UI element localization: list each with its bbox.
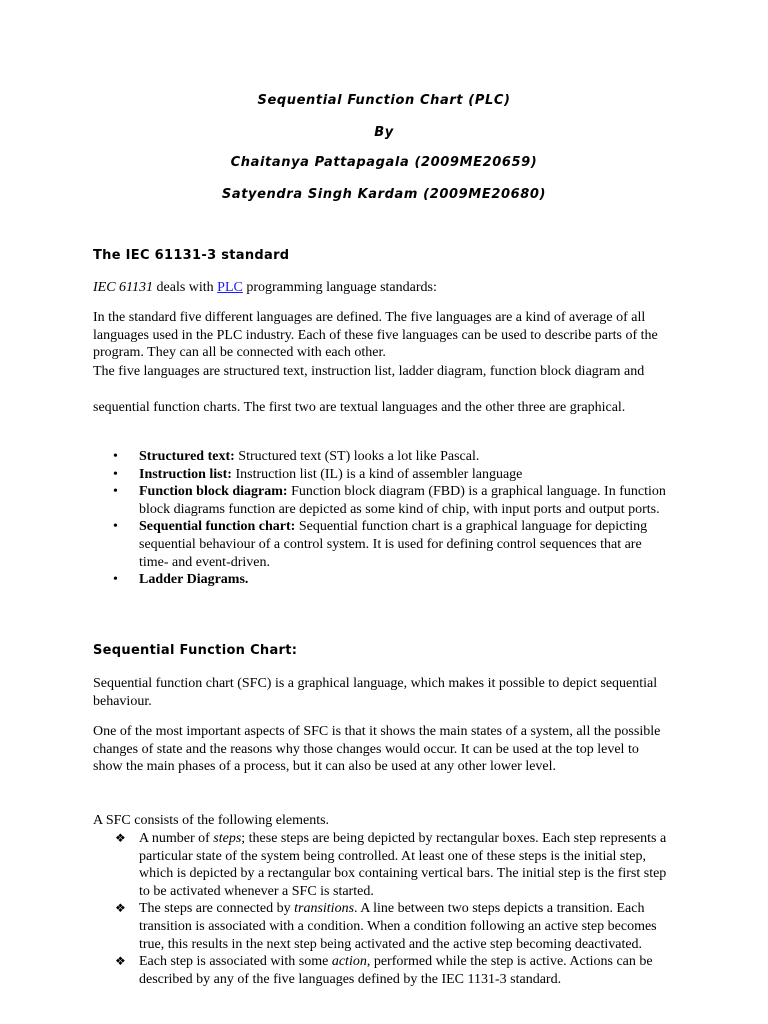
languages-bullet-list xyxy=(93,448,671,589)
bullet-text: Structured text (ST) looks a lot like Pascal. xyxy=(234,449,480,464)
item-term: steps xyxy=(213,831,242,846)
bullet-text: Function block diagram (FBD) is a graphical language. In function block diagrams function are depicted as some kind of chip, with input ports and output ports. xyxy=(139,484,666,517)
languages-paragraph: In the standard five different languages are defined. The five languages are a kind of average of all languages used in the PLC industry. Each of these five languages can be used to describe parts of the program. They can all be connected with each other. xyxy=(93,310,658,361)
languages-list-line2: sequential function charts. The first two are textual languages and the other three are graphical. xyxy=(93,400,626,415)
author-1: Chaitanya Pattapagala (2009ME20659) xyxy=(230,155,538,170)
bullet-text: Instruction list (IL) is a kind of assembler language xyxy=(231,466,523,482)
author-2: Satyendra Singh Kardam (2009ME20680) xyxy=(221,187,547,202)
diamond-bullet-icon: ❖ xyxy=(115,954,126,969)
title-by: By xyxy=(374,125,394,140)
intro-paragraph xyxy=(93,279,671,297)
bullet-term: Instruction list: xyxy=(139,466,232,482)
diamond-bullet-icon: ❖ xyxy=(115,901,126,916)
item-term: transitions xyxy=(294,901,355,917)
bullet-term: Sequential function chart: xyxy=(139,519,296,535)
bullet-text: Sequential function chart is a graphical language for depicting sequential behaviour of a control system. It is used for defining control sequences that are time- and event-driven. xyxy=(139,519,648,570)
plc-link[interactable]: PLC xyxy=(217,280,243,295)
section-heading-sfc: Sequential Function Chart: xyxy=(93,643,298,658)
item-text-pre: Each step is associated with some xyxy=(139,954,332,970)
item-text-pre: A number of xyxy=(139,831,214,846)
sfc-elements-list xyxy=(93,830,671,988)
item-text-pre: The steps are connected by xyxy=(139,901,295,917)
list-item xyxy=(93,483,671,518)
item-text-post: , performed while the step is active. Actions can be described by any of the five languages defined by the IEC 1131-3 standard. xyxy=(139,954,653,987)
item-text-post: ; these steps are being depicted by rectangular boxes. Each step represents a particular state of the system being controlled. At least one of these steps is the initial step, which is depicted by a rectangular box containing vertical bars. The initial step is the first step to be activated whenever a SFC is started. xyxy=(139,831,667,899)
languages-list-line1: The five languages are structured text, instruction list, ladder diagram, function block diagram and xyxy=(93,364,645,379)
bullet-icon: • xyxy=(113,572,118,588)
sfc-paragraph-3: A SFC consists of the following elements. xyxy=(93,813,330,828)
item-term: action xyxy=(331,954,367,970)
sfc-paragraph-2: One of the most important aspects of SFC is that it shows the main states of a system, all the possible changes of state and the reasons why those changes would occur. It can be used at the top level to show the main phases of a process, but it can also be used at any other lower level. xyxy=(93,724,661,775)
intro-mid: deals with xyxy=(153,280,218,295)
document-title: Sequential Function Chart (PLC) xyxy=(257,93,511,108)
list-item xyxy=(93,953,671,988)
bullet-icon: • xyxy=(113,466,118,482)
bullet-icon: • xyxy=(113,519,118,535)
list-item xyxy=(93,518,671,571)
list-item xyxy=(93,466,671,484)
bullet-term: Function block diagram: xyxy=(139,484,288,500)
diamond-bullet-icon: ❖ xyxy=(115,831,126,845)
intro-italic: IEC 61131 xyxy=(93,280,154,295)
bullet-icon: • xyxy=(113,484,118,500)
list-item xyxy=(93,571,671,589)
list-item xyxy=(93,448,671,466)
bullet-term: Structured text: xyxy=(139,449,235,464)
item-text-post: . A line between two steps depicts a transition. Each transition is associated with a condition. When a condition following an active step becomes true, this results in the next step being activated and the active step becoming deactivated. xyxy=(139,901,657,952)
bullet-icon: • xyxy=(113,449,118,464)
intro-end: programming language standards: xyxy=(242,280,437,295)
list-item xyxy=(93,900,671,953)
sfc-paragraph-1: Sequential function chart (SFC) is a graphical language, which makes it possible to depict sequential behaviour. xyxy=(93,676,658,709)
section-heading-iec: The IEC 61131-3 standard xyxy=(93,248,290,263)
bullet-term: Ladder Diagrams. xyxy=(139,572,249,588)
list-item xyxy=(93,830,671,900)
